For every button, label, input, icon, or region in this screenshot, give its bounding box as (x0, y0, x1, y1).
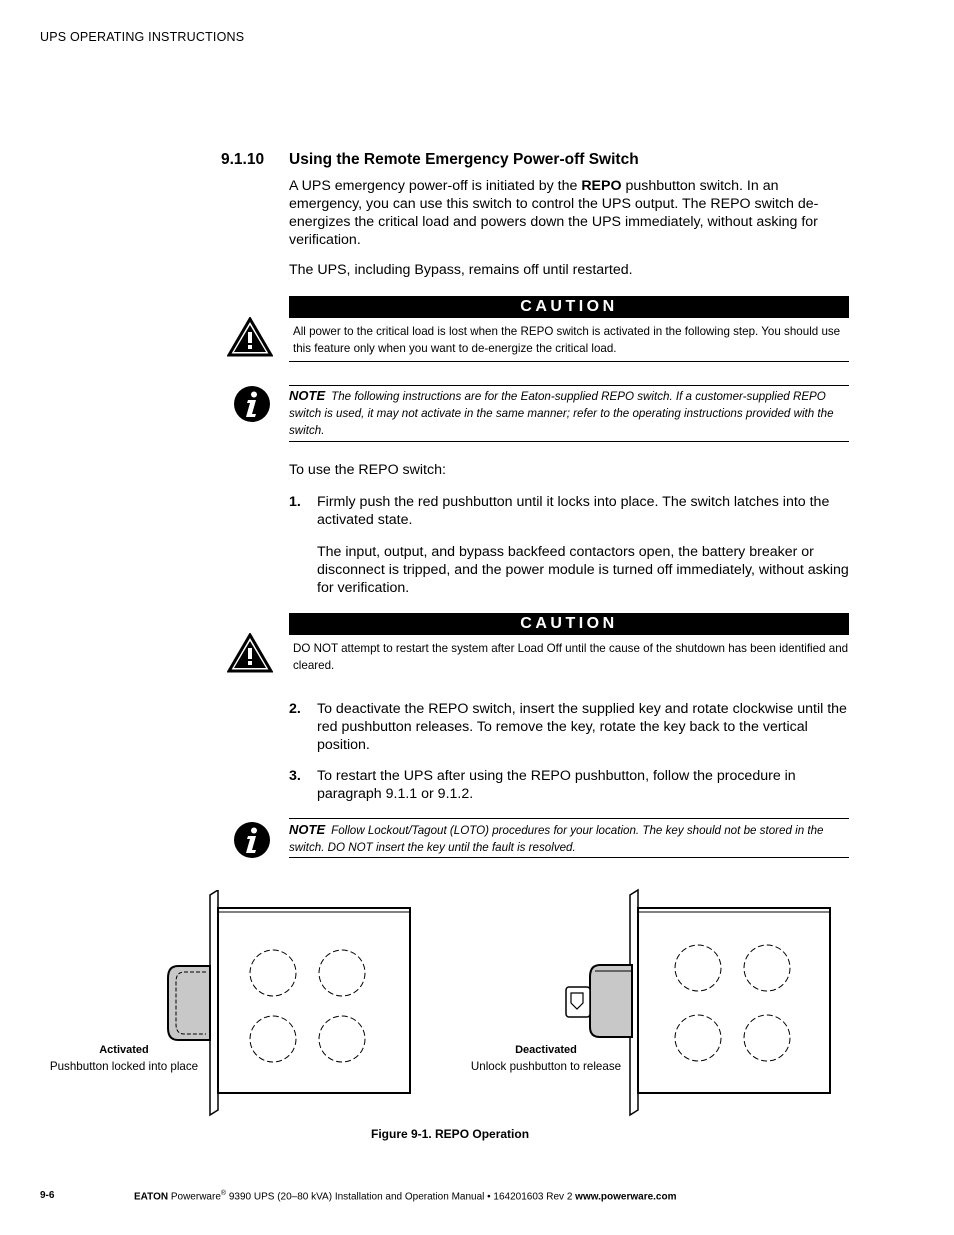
step-text: Firmly push the red pushbutton until it locks into place. The switch latches into the activated state. (317, 494, 830, 528)
caution-banner: CAUTION (289, 296, 849, 318)
intro-text-pre: A UPS emergency power-off is initiated by the (289, 178, 582, 194)
note-label: NOTE (289, 822, 326, 837)
divider (289, 857, 849, 858)
activated-description: Pushbutton locked into place (49, 1060, 199, 1073)
page-number: 9-6 (40, 1190, 55, 1201)
pushbutton-released (590, 965, 632, 1037)
deactivated-label: Deactivated (515, 1044, 577, 1056)
intro-text-post: pushbutton switch. In an emergency, you can use this switch to control the UPS output. The REPO switch de-energizes the critical load and powers down the UPS immediately, without asking for verification. (289, 178, 819, 248)
footer-text (134, 1190, 677, 1202)
repo-panel (638, 908, 830, 1093)
registered-mark: ® (220, 1190, 227, 1197)
repo-deactivated-illustration (555, 885, 845, 1120)
step-text: To deactivate the REPO switch, insert the supplied key and rotate clockwise until the red pushbutton releases. To remove the key, rotate the key back to the vertical position. (317, 701, 847, 753)
note-block (289, 387, 849, 439)
note-label: NOTE (289, 388, 326, 403)
footer-product: Powerware (168, 1191, 221, 1203)
section-number: 9.1.10 (221, 151, 265, 168)
caution-banner: CAUTION (289, 613, 849, 635)
intro-text-bold: REPO (581, 178, 622, 194)
pushbutton-pressed (168, 966, 210, 1040)
note-block (289, 821, 849, 856)
warning-triangle-icon (227, 317, 273, 357)
figure-caption: Figure 9-1. REPO Operation (371, 1127, 530, 1141)
caution-text: DO NOT attempt to restart the system after Load Off until the cause of the shutdown has been identified and cleared. (293, 642, 849, 672)
section-title: Using the Remote Emergency Power-off Switch (289, 151, 639, 168)
step-number: 1. (289, 494, 301, 510)
bypass-paragraph: The UPS, including Bypass, remains off until restarted. (289, 262, 633, 278)
step-text: To restart the UPS after using the REPO pushbutton, follow the procedure in paragraph 9.1.1 or 9.1.2. (317, 768, 796, 802)
step-number: 3. (289, 768, 301, 784)
deactivated-description: Unlock pushbutton to release (470, 1060, 622, 1073)
info-icon (233, 385, 271, 423)
step-number: 2. (289, 701, 301, 717)
repo-panel (218, 908, 410, 1093)
divider (289, 818, 849, 819)
note-text: Follow Lockout/Tagout (LOTO) procedures for your location. The key should not be stored in the switch. DO NOT insert the key until the fault is resolved. (289, 824, 824, 854)
caution-text: All power to the critical load is lost when the REPO switch is activated in the following step. You should use this feature only when you want to de-energize the critical load. (293, 325, 841, 355)
key (566, 987, 590, 1017)
divider (289, 385, 849, 386)
procedure-intro: To use the REPO switch: (289, 462, 446, 478)
footer-url: www.powerware.com (575, 1191, 677, 1203)
divider (289, 361, 849, 362)
step-detail: The input, output, and bypass backfeed contactors open, the battery breaker or disconnect is tripped, and the power module is turned off immediately, without asking for verification. (317, 544, 849, 596)
repo-bezel (210, 890, 218, 1115)
warning-triangle-icon (227, 633, 273, 673)
footer-brand: EATON (134, 1191, 169, 1203)
running-header: UPS OPERATING INSTRUCTIONS (40, 30, 245, 44)
repo-activated-illustration (160, 890, 430, 1120)
divider (289, 441, 849, 442)
note-text: The following instructions are for the Eaton-supplied REPO switch. If a customer-supplied REPO switch is used, it may not activate in the same manner; refer to the operating instructions provided with the switch. (289, 390, 834, 437)
info-icon (233, 821, 271, 859)
activated-label: Activated (99, 1044, 149, 1056)
footer-manual: 9390 UPS (20–80 kVA) Installation and Operation Manual • 164201603 Rev 2 (226, 1191, 576, 1203)
intro-paragraph (289, 177, 855, 249)
